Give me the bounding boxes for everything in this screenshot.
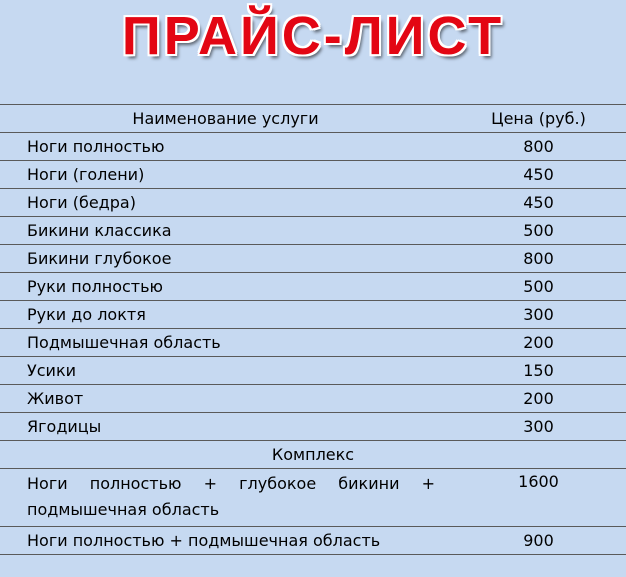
service-name: Ноги полностью + подмышечная область: [0, 527, 451, 555]
service-name: Ноги (голени): [0, 161, 451, 189]
service-price: 500: [451, 217, 626, 245]
table-header-row: [0, 105, 626, 133]
table-row: [0, 217, 626, 245]
service-price: 150: [451, 357, 626, 385]
service-name: Ноги (бедра): [0, 189, 451, 217]
service-name: Подмышечная область: [0, 329, 451, 357]
service-name: Руки до локтя: [0, 301, 451, 329]
table-row: [0, 469, 626, 527]
service-price: 300: [451, 301, 626, 329]
service-name: Бикини классика: [0, 217, 451, 245]
service-price: 450: [451, 161, 626, 189]
table-row: [0, 527, 626, 555]
table-row: [0, 385, 626, 413]
service-price: 500: [451, 273, 626, 301]
service-name: Ягодицы: [0, 413, 451, 441]
section-heading: Комплекс: [0, 441, 626, 469]
page-title: ПРАЙС-ЛИСТ: [121, 6, 505, 66]
service-price: 800: [451, 133, 626, 161]
service-name: Ноги полностью + глубокое бикини + подмышечная область: [0, 469, 451, 527]
table-row: [0, 133, 626, 161]
table-row: [0, 245, 626, 273]
table-row: [0, 189, 626, 217]
price-table: [0, 104, 626, 555]
service-name: Живот: [0, 385, 451, 413]
table-row: [0, 161, 626, 189]
table-row: [0, 301, 626, 329]
service-price: 200: [451, 385, 626, 413]
table-row: [0, 329, 626, 357]
section-row-complex: [0, 441, 626, 469]
service-name: Усики: [0, 357, 451, 385]
column-header-price: Цена (руб.): [451, 105, 626, 133]
column-header-name: Наименование услуги: [0, 105, 451, 133]
service-price: 450: [451, 189, 626, 217]
table-row: [0, 357, 626, 385]
table-row: [0, 273, 626, 301]
service-name: Бикини глубокое: [0, 245, 451, 273]
service-name: Руки полностью: [0, 273, 451, 301]
service-name: Ноги полностью: [0, 133, 451, 161]
service-price: 800: [451, 245, 626, 273]
table-row: [0, 413, 626, 441]
service-price: 200: [451, 329, 626, 357]
service-price: 900: [451, 527, 626, 555]
service-price: 1600: [451, 469, 626, 527]
service-price: 300: [451, 413, 626, 441]
